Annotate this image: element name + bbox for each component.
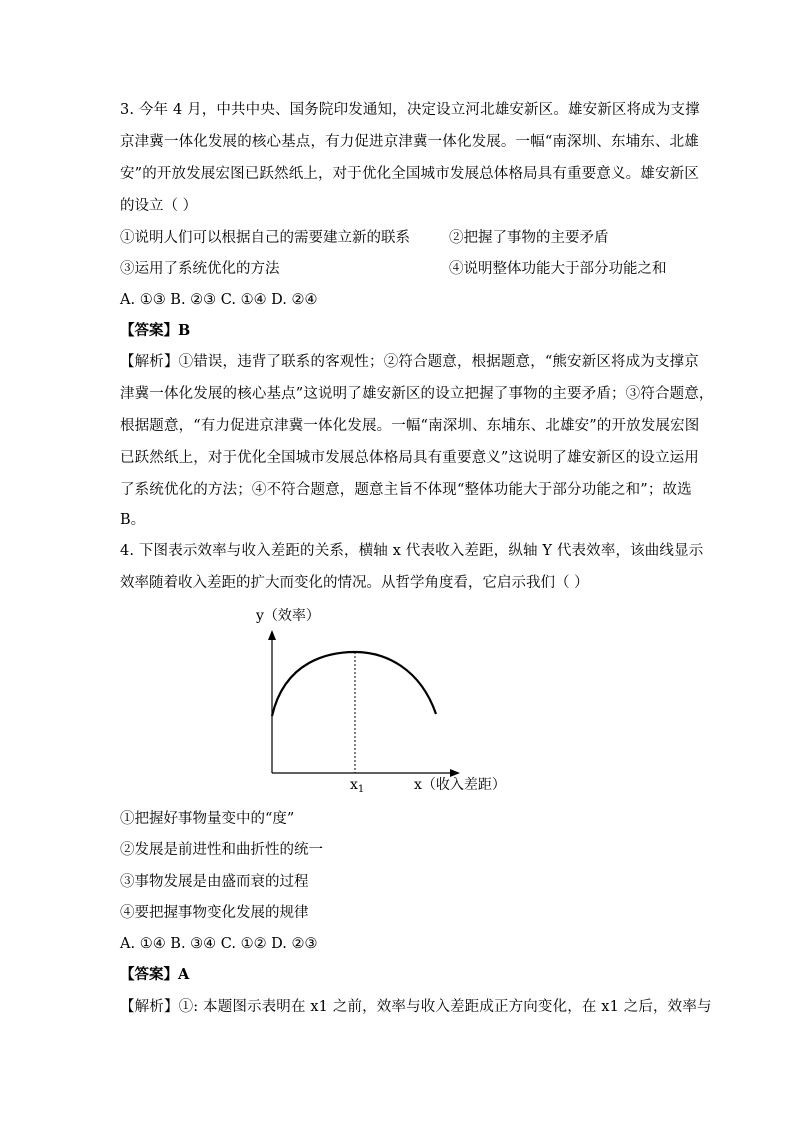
q3-option-1: ①说明人们可以根据自己的需要建立新的联系 [120,230,410,246]
q3-analysis-line-2: 津冀一体化发展的核心基点”这说明了雄安新区的设立把握了事物的主要矛盾；③符合题意， [120,386,714,402]
efficiency-curve [272,652,436,716]
q3-stem-line-3: 安”的开放发展宏图已跃然纸上，对于优化全国城市发展总体格局具有重要意义。雄安新区 [120,166,699,182]
q3-option-4: ④说明整体功能大于部分功能之和 [449,261,667,277]
q3-analysis-line-5: 了系统优化的方法；④不符合题意，题意主旨不体现“整体功能大于部分功能之和”；故选 [120,482,692,498]
q3-option-2: ②把握了事物的主要矛盾 [449,230,609,246]
y-axis-label: y（效率） [256,608,320,624]
q3-analysis-line-4: 已跃然纸上，对于优化全国城市发展总体格局具有重要意义”这说明了雄安新区的设立运用 [120,450,699,466]
x-axis-arrow [450,769,460,777]
q3-analysis-line-3: 根据题意，“有力促进京津冀一体化发展。一幅“南深圳、东埔东、北雄安”的开放发展宏图 [120,418,700,434]
q4-choices: A. ①④ B. ③④ C. ①② D. ②③ [120,936,318,952]
q4-option-3: ③事物发展是由盛而衰的过程 [120,874,309,890]
q4-option-4: ④要把握事物变化发展的规律 [120,905,309,921]
q3-stem-line-1: 3. 今年 4 月，中共中央、国务院印发通知，决定设立河北雄安新区。雄安新区将成为支撑 [120,102,700,118]
x1-label: $x_1$ [350,777,365,795]
q4-answer: 【答案】A [120,966,190,983]
q4-stem-line-1: 4. 下图表示效率与收入差距的关系，横轴 x 代表收入差距，纵轴 Y 代表效率，该曲线显示 [120,543,704,559]
q4-analysis-line-1: 【解析】①: 本题图示表明在 x1 之前，效率与收入差距成正方向变化，在 x1 之后，效率与 [120,999,712,1015]
q4-option-1: ①把握好事物量变中的“度” [120,811,295,827]
q3-option-3: ③运用了系统优化的方法 [120,261,280,277]
q4-option-2: ②发展是前进性和曲折性的统一 [120,842,323,858]
y-axis-arrow [268,630,276,640]
x-axis-label: x（收入差距） [414,777,506,793]
q3-answer: 【答案】B [120,322,191,339]
q3-analysis-line-1: 【解析】①错误，违背了联系的客观性；②符合题意，根据题意，“熊安新区将成为支撑京 [120,354,699,370]
q3-analysis-line-6: B。 [120,512,146,528]
q4-stem-line-2: 效率随着收入差距的扩大而变化的情况。从哲学角度看，它启示我们（ ） [120,575,589,591]
q3-stem-line-2: 京津冀一体化发展的核心基点，有力促进京津冀一体化发展。一幅“南深圳、东埔东、北雄 [120,134,699,150]
q3-stem-line-4: 的设立（ ） [120,198,198,214]
q3-choices: A. ①③ B. ②③ C. ①④ D. ②④ [120,292,318,308]
